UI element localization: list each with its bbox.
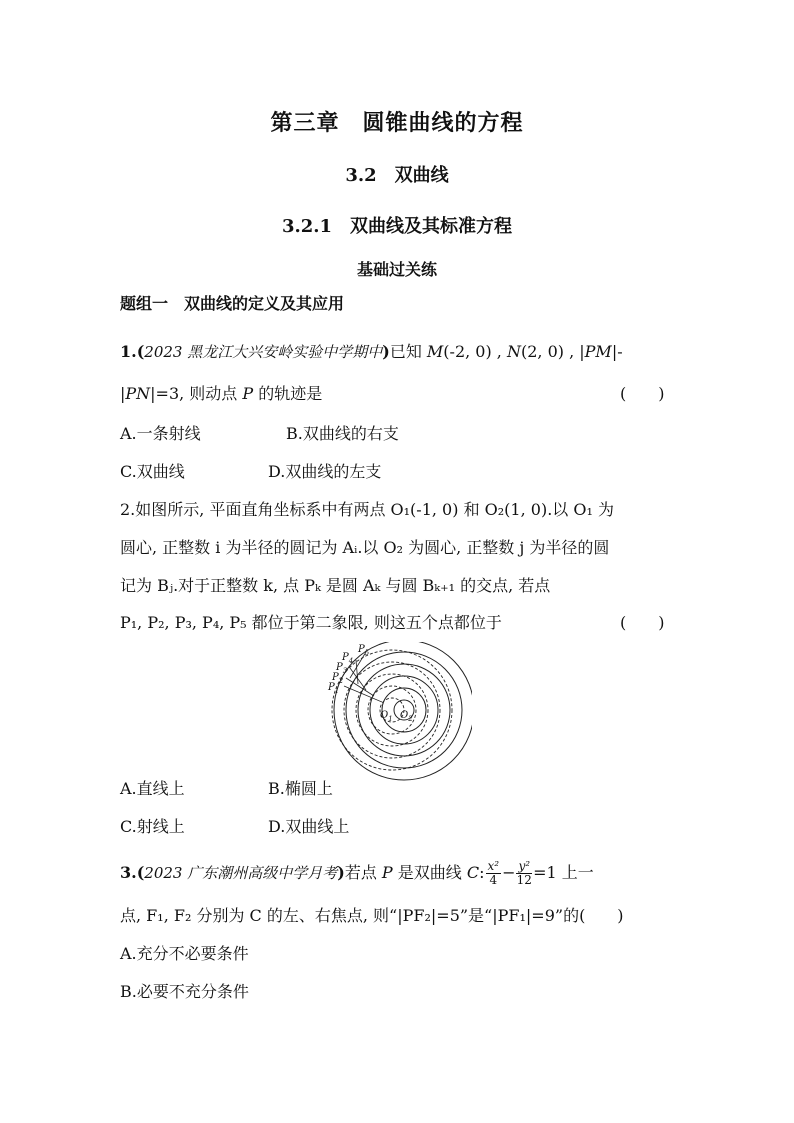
q2-line-4: P₁, P₂, P₃, P₄, P₅ 都位于第二象限, 则这五个点都位于: [120, 613, 502, 632]
q3-option-a: A.充分不必要条件: [120, 944, 249, 963]
q1-text-3: 的轨迹是: [253, 384, 323, 403]
concentric-circles-figure: [322, 642, 472, 792]
q2-option-c: C.射线上: [120, 817, 185, 836]
q3-option-b: B.必要不充分条件: [120, 982, 249, 1001]
q3-eq-tail: =1 上一: [533, 863, 594, 882]
q1-line-2: [120, 383, 322, 405]
label-p1: $P_1$: [328, 682, 340, 695]
q3-text: 若点: [344, 863, 382, 882]
group-title: 题组一 双曲线的定义及其应用: [120, 294, 345, 313]
label-o1: $O_1$: [380, 710, 393, 723]
q3-minus: −: [502, 863, 516, 882]
label-o2: $O_2$: [400, 710, 413, 723]
q1-answer-paren: ( ): [620, 384, 665, 403]
q1-var-n: N: [506, 342, 521, 361]
q3-text-2: 是双曲线: [392, 863, 467, 882]
q1-text: 已知: [389, 342, 427, 361]
q1-option-a: A.一条射线: [120, 424, 201, 443]
q3-var-c: C: [466, 863, 480, 882]
q1-var-pm: PM: [584, 342, 612, 361]
q2-line-2: 圆心, 正整数 i 为半径的圆记为 Aᵢ.以 O₂ 为圆心, 正整数 j 为半径的圆: [120, 538, 610, 557]
q1-pm-tail: |-: [611, 342, 623, 361]
label-p4: $P_4$: [342, 652, 354, 665]
section-title: 3.2 双曲线: [345, 165, 449, 186]
leader-p4: [356, 660, 358, 684]
q2-option-b: B.椭圆上: [268, 779, 333, 798]
q3-line-1: 3.(2023 广东潮州高级中学月考)若点 P 是双曲线 C: $\frac{\text{x²}}{4}$ − $\frac{\text{y²}}{12}$ =1 上一: [120, 859, 594, 887]
q1-var-p: P: [242, 384, 254, 403]
q1-text-2: |=3, 则动点: [150, 384, 243, 403]
q3-number: 3.(: [120, 863, 145, 882]
q1-option-b: B.双曲线的右支: [286, 424, 399, 443]
q1-option-d: D.双曲线的左支: [268, 462, 382, 481]
q3-fraction-x: $\frac{\text{x²}}{4}$: [487, 859, 500, 887]
subsection-title: 3.2.1 双曲线及其标准方程: [281, 216, 513, 237]
q1-var-pn: PN: [125, 384, 151, 403]
label-p5: $P_5$: [358, 644, 370, 657]
circle-a-3: [356, 674, 428, 746]
q3-fraction-y: $\frac{\text{y²}}{12}$: [516, 859, 532, 887]
q3-var-p: P: [381, 863, 393, 882]
q1-bar: |: [120, 384, 126, 403]
q2-option-d: D.双曲线上: [268, 817, 350, 836]
q2-line-1: 2.如图所示, 平面直角坐标系中有两点 O₁(-1, 0) 和 O₂(1, 0).以 O₁ 为: [120, 500, 614, 519]
q1-line-1: 1.(2023 黑龙江大兴安岭实验中学期中)已知 M(-2, 0) , N(2, 0) , |PM|-: [120, 342, 623, 361]
q1-n-coord: (2, 0) , |: [520, 342, 585, 361]
q1-m-coord: (-2, 0) ,: [443, 342, 507, 361]
q2-option-a: A.直线上: [120, 779, 185, 798]
q2-line-3: 记为 Bⱼ.对于正整数 k, 点 Pₖ 是圆 Aₖ 与圆 Bₖ₊₁ 的交点, 若点: [120, 576, 551, 595]
q1-source: 2023 黑龙江大兴安岭实验中学期中: [144, 343, 383, 361]
practice-title: 基础过关练: [356, 260, 437, 279]
q1-number: 1.(: [120, 342, 145, 361]
label-p3: $P_3$: [336, 662, 348, 675]
label-p2: $P_2$: [332, 672, 344, 685]
q3-source: 2023 广东潮州高级中学月考: [144, 864, 338, 882]
q1-option-c: C.双曲线: [120, 462, 185, 481]
q1-var-m: M: [426, 342, 444, 361]
circle-a-2: [368, 686, 416, 734]
q2-answer-paren: ( ): [620, 613, 665, 632]
chapter-title: 第三章 圆锥曲线的方程: [270, 110, 524, 136]
q3-line-2: 点, F₁, F₂ 分别为 C 的左、右焦点, 则“|PF₂|=5”是“|PF₁|=9”的( ): [120, 906, 624, 925]
q3-colon: :: [479, 863, 485, 882]
